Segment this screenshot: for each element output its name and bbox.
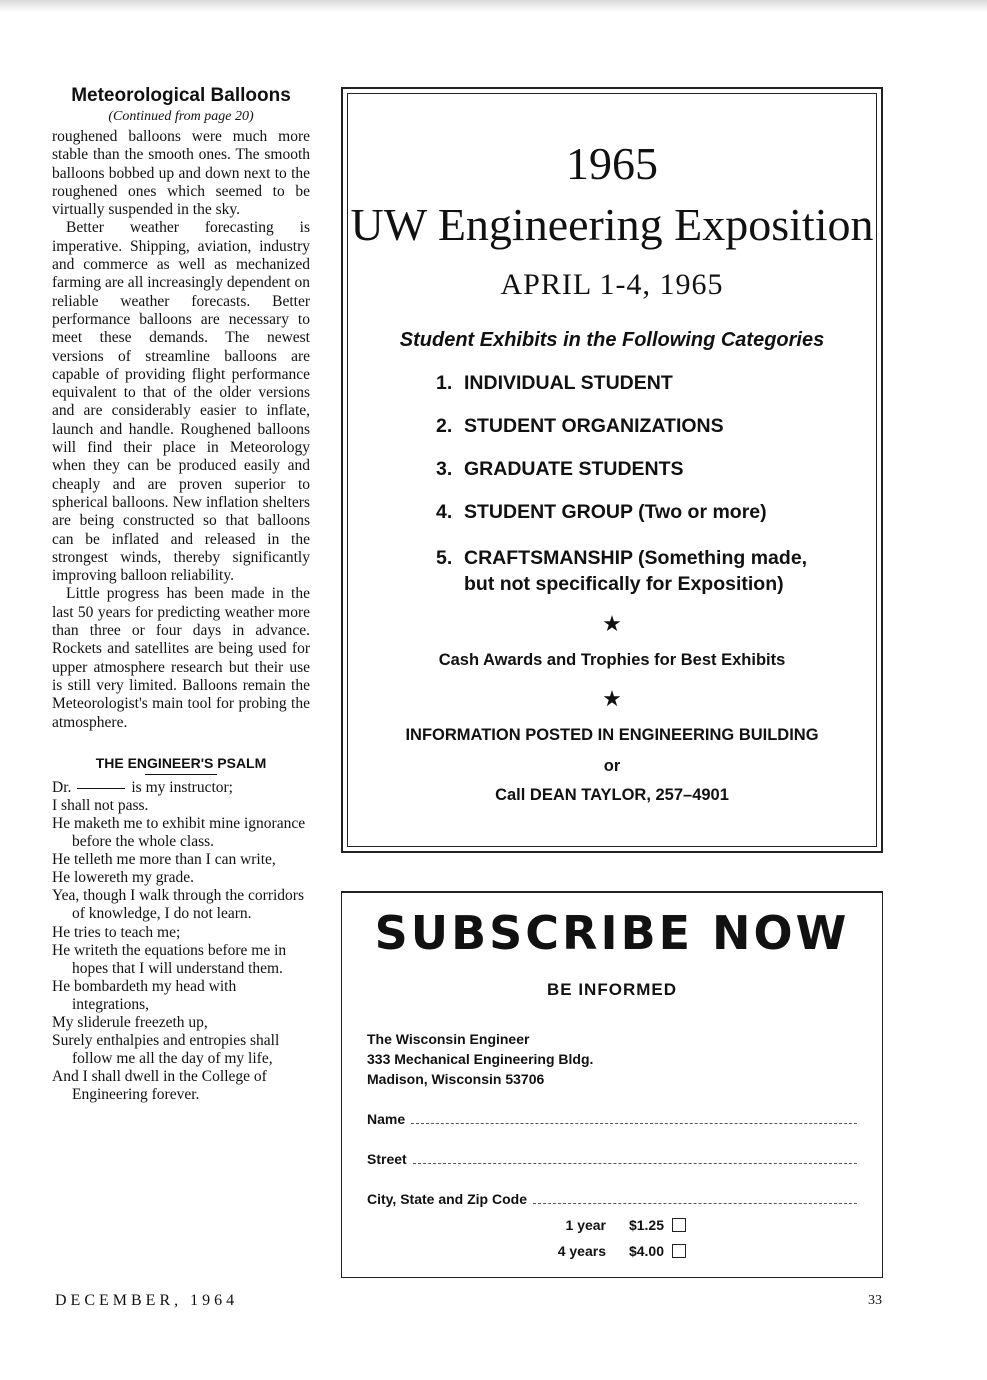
psalm-line: He maketh me to exhibit mine ignorance before the whole class.: [52, 814, 306, 851]
expo-dates: APRIL 1-4, 1965: [500, 268, 724, 301]
psalm-line: Yea, though I walk through the corridors of knowledge, I do not learn.: [52, 887, 304, 923]
street-label: Street: [367, 1151, 407, 1167]
psalm-line: My sliderule freezeth up,: [52, 1014, 208, 1032]
psalm-divider: [145, 774, 217, 775]
star-icon: ★: [602, 686, 622, 711]
article-paragraph-1: roughened balloons were much more stable than the smooth ones. The smooth balloons bobbed up and down next to the roughened ones which seemed to be virtually suspended in the sky.: [52, 128, 310, 219]
category-item: [436, 370, 876, 396]
category-item: [436, 413, 876, 439]
checkbox-1-year[interactable]: [672, 1218, 686, 1232]
psalm-body: [52, 779, 310, 1105]
category-text: GRADUATE STUDENTS: [464, 458, 684, 480]
psalm-line: He tries to teach me;: [52, 923, 181, 941]
checkbox-4-years[interactable]: [672, 1244, 686, 1258]
psalm-title: THE ENGINEER'S PSALM: [95, 754, 267, 771]
scan-edge: [0, 0, 987, 12]
footer-date: DECEMBER, 1964: [55, 1292, 239, 1309]
exposition-ad: [341, 87, 883, 853]
subscribe-form: [341, 891, 883, 1278]
expo-year: 1965: [566, 138, 658, 189]
option-1-year: [550, 1215, 686, 1235]
category-text-continued: but not specifically for Exposition): [464, 573, 784, 595]
or-text: or: [603, 757, 621, 775]
option-term: 4 years: [557, 1243, 606, 1259]
article-paragraph-3: Little progress has been made in the last 50 years for predicting weather more than three or four days in advance. Rockets and satellites are being used for upper atmosphere research but their use is still very limited. Balloons remain the Meteorologist's main tool for probing the atmosphere.: [52, 585, 310, 731]
category-text: STUDENT GROUP (Two or more): [464, 501, 767, 523]
category-item: [436, 545, 876, 597]
category-text: INDIVIDUAL STUDENT: [464, 372, 673, 394]
category-number: 5.: [436, 547, 453, 569]
continued-note: (Continued from page 20): [108, 109, 254, 124]
psalm-first-prefix: Dr.: [52, 778, 72, 796]
article-title: Meteorological Balloons: [71, 85, 291, 106]
psalm-line: He writeth the equations before me in hopes that I will understand them.: [52, 941, 287, 977]
awards-text: Cash Awards and Trophies for Best Exhibits: [438, 651, 786, 669]
psalm-line: He telleth me more than I can write,: [52, 851, 276, 869]
psalm-line: Surely enthalpies and entropies shall follow me all the day of my life,: [52, 1032, 280, 1068]
address-line: 333 Mechanical Engineering Bldg.: [367, 1051, 594, 1067]
article-paragraph-2: Better weather forecasting is imperative. Shipping, aviation, industry and commerce as well as mechanized farming are all increasingly dependent on reliable weather forecasts. Better performance balloons are necessary to meet these demands. The newest versions of streamline balloons are capable of providing flight performance equivalent to that of the older versions and are considerably easier to inflate, launch and handle. Roughened balloons will find their place in Meteorology when they can be produced easily and cheaply and are proven superior to spherical balloons. New inflation shelters are being constructed so that balloons can be inflated and released in the strongest winds, thereby significantly improving balloon reliability.: [52, 219, 310, 585]
star-icon: ★: [602, 611, 622, 636]
psalm-line: I shall not pass.: [52, 796, 149, 814]
city-state-zip-line[interactable]: [533, 1191, 857, 1204]
category-text: STUDENT ORGANIZATIONS: [464, 415, 724, 437]
category-number: 4.: [436, 501, 453, 523]
option-4-years: [550, 1241, 686, 1261]
category-item: [436, 456, 876, 482]
name-label: Name: [367, 1111, 406, 1127]
category-item: [436, 499, 876, 525]
street-line[interactable]: [413, 1151, 857, 1164]
left-column: [52, 84, 310, 1104]
option-price: $4.00: [628, 1243, 664, 1259]
category-number: 2.: [436, 415, 453, 437]
street-field[interactable]: [367, 1149, 857, 1169]
address-line: Madison, Wisconsin 53706: [367, 1071, 545, 1087]
city-state-zip-field[interactable]: [367, 1189, 857, 1209]
psalm-line: And I shall dwell in the College of Engineering forever.: [52, 1068, 267, 1104]
option-price: $1.25: [628, 1217, 664, 1233]
info-text: INFORMATION POSTED IN ENGINEERING BUILDING: [405, 726, 819, 744]
psalm-line: He lowereth my grade.: [52, 869, 195, 887]
exposition-ad-inner-border: [347, 93, 877, 847]
address-line: The Wisconsin Engineer: [367, 1031, 530, 1047]
subscribe-title: SUBSCRIBE NOW: [374, 906, 850, 960]
category-text: CRAFTSMANSHIP (Something made,: [464, 547, 808, 569]
city-state-zip-label: City, State and Zip Code: [367, 1191, 527, 1207]
psalm-first-suffix: is my instructor;: [131, 778, 233, 796]
psalm-line: He bombardeth my head with integrations,: [52, 977, 237, 1013]
psalm-line-first: [52, 779, 310, 797]
blank-line: [77, 788, 125, 789]
page-number: 33: [868, 1293, 882, 1308]
name-line[interactable]: [411, 1111, 857, 1124]
category-number: 3.: [436, 458, 453, 480]
option-term: 1 year: [565, 1217, 606, 1233]
expo-name: UW Engineering Exposition: [350, 199, 874, 250]
call-text: Call DEAN TAYLOR, 257–4901: [495, 786, 729, 804]
category-number: 1.: [436, 372, 453, 394]
name-field[interactable]: [367, 1109, 857, 1129]
subscribe-subtitle: BE INFORMED: [547, 980, 677, 999]
categories-heading: Student Exhibits in the Following Categories: [399, 329, 825, 351]
